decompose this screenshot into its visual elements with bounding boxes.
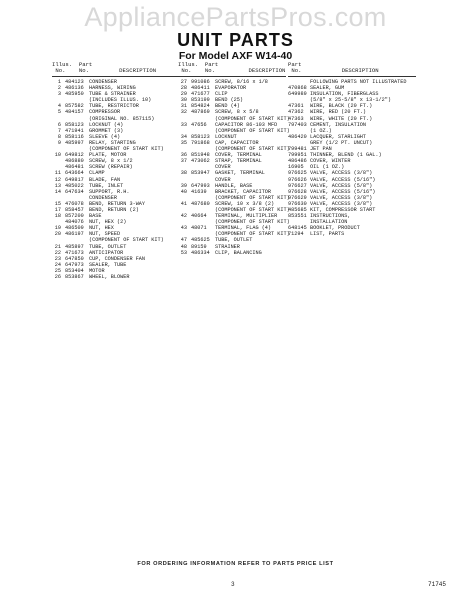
illus-number: 30	[180, 97, 187, 104]
parts-row	[288, 231, 416, 237]
part-description: MOTOR	[89, 267, 105, 274]
parts-row	[52, 274, 180, 280]
part-description: BEND (4)	[215, 103, 240, 110]
part-description: CEMENT, INSULATION	[310, 121, 367, 128]
parts-column-1	[52, 62, 180, 280]
part-description: TERMINAL, MULTIPLIER	[215, 213, 278, 220]
part-description: WIRE, RED (20 FT.)	[310, 109, 367, 116]
part-description: (COMPONENT OF START KIT)	[215, 231, 290, 238]
illus-number: 18	[54, 213, 61, 220]
page-number: 3	[231, 581, 235, 588]
column-2-header-bottom: No. No. DESCRIPTION	[178, 67, 286, 75]
illus-number: 41	[180, 200, 187, 207]
part-description: WHEEL, BLOWER	[89, 274, 130, 280]
part-description: (COMPONENT OF START KIT)	[215, 194, 290, 201]
column-2-header	[178, 62, 286, 75]
part-number: 853947	[191, 170, 210, 177]
part-description: SCREW, 8 x 5/8	[215, 109, 259, 116]
illus-number: 6	[57, 121, 61, 128]
column-1-header	[52, 62, 180, 75]
part-description: BRACKET, CAPACITOR	[215, 188, 272, 195]
part-number: 485897	[65, 243, 84, 250]
model-subtitle: For Model AXF W14-40	[178, 50, 293, 62]
illus-number: 8	[57, 133, 61, 140]
part-number: 485625	[191, 237, 210, 244]
part-description: ANTICIPATOR	[89, 249, 124, 256]
page-title: UNIT PARTS	[177, 30, 294, 50]
part-description: WIRE, WHITE (20 FT.)	[310, 115, 373, 122]
part-description: (COMPONENT OF START KIT)	[215, 146, 290, 153]
part-description: WIRE, BLACK (20 FT.)	[310, 103, 373, 110]
part-description: (INCLUDES ILLUS. 10)	[89, 97, 152, 104]
illus-number: 36	[180, 152, 187, 159]
illus-number: 40	[180, 188, 187, 195]
part-number: 484157	[65, 109, 84, 116]
part-description: SEALER, TUBE	[89, 261, 127, 268]
part-number: 648145	[288, 225, 307, 232]
illus-number: 4	[57, 103, 61, 110]
illus-number: 21	[54, 243, 61, 250]
part-description: SLEEVE (4)	[89, 133, 121, 140]
part-number: 473062	[191, 158, 210, 165]
illus-number: 26	[54, 274, 61, 280]
part-description: CONDENSER	[89, 194, 118, 201]
part-description: (5/8" x 25-5/8" x 13-1/2")	[310, 97, 391, 104]
part-description: HARNESS, WIRING	[89, 85, 136, 92]
part-description: CLAMP	[89, 170, 105, 177]
part-description: TUBE, OUTLET	[89, 243, 127, 250]
part-description: LOCKNUT (4)	[89, 121, 124, 128]
part-description: NUT, SPEED	[89, 231, 121, 238]
part-number: 853867	[65, 274, 84, 280]
part-number: 858116	[65, 133, 84, 140]
part-number: 47363	[288, 115, 304, 122]
part-description: STRAP, TERMINAL	[215, 158, 262, 165]
part-description: SCREW (REPAIR)	[89, 164, 133, 171]
part-number: 41639	[191, 188, 207, 195]
part-number: 991086	[191, 79, 210, 85]
part-description: THINNER, BLEND (1 GAL.)	[310, 152, 382, 159]
part-number: 89159	[191, 243, 207, 250]
part-description: LACQUER, STARLIGHT	[310, 133, 367, 140]
part-number: 799951	[288, 152, 307, 159]
part-number: 976629	[288, 194, 307, 201]
part-description: VALVE, ACCESS (3/8")	[310, 170, 373, 177]
illus-number: 7	[57, 127, 61, 134]
part-number: 976627	[288, 182, 307, 189]
column-1-header-top: Illus. Part	[52, 61, 93, 68]
part-description: INSULATION, FIBERGLASS	[310, 91, 379, 98]
illus-number: 12	[54, 176, 61, 183]
part-number: 858123	[65, 121, 84, 128]
part-number: 647634	[65, 188, 84, 195]
illus-number: 1	[57, 79, 61, 85]
part-description: GASKET, TERMINAL	[215, 170, 265, 177]
part-number: 487869	[191, 109, 210, 116]
part-number: 851948	[191, 152, 210, 159]
part-number: 487680	[191, 200, 210, 207]
parts-row	[178, 250, 286, 256]
part-number: 485022	[65, 182, 84, 189]
part-description: KIT, COMPRESSOR START	[310, 206, 376, 213]
part-description: SCREW, 10 x 3/8 (2)	[215, 200, 275, 207]
illus-number: 10	[54, 152, 61, 159]
part-number: 649817	[65, 176, 84, 183]
part-number: 976628	[288, 188, 307, 195]
column-2-header-top: Illus. Part	[178, 61, 219, 68]
part-description: (ORIGINAL NO. 857115)	[89, 115, 155, 122]
illus-number: 15	[54, 200, 61, 207]
part-number: 976626	[288, 176, 307, 183]
part-description: TERMINAL, FLAG (4)	[215, 225, 272, 232]
part-number: 647973	[65, 261, 84, 268]
part-description: BLADE, FAN	[89, 176, 121, 183]
part-description: GROMMET (3)	[89, 127, 124, 134]
part-number: 486509	[65, 225, 84, 232]
part-description: JET PAN	[310, 146, 332, 153]
part-number: 857200	[65, 213, 84, 220]
part-number: 71294	[288, 231, 304, 238]
part-number: 40664	[191, 213, 207, 220]
part-number: 976625	[288, 170, 307, 177]
part-description: CLIP	[215, 91, 228, 98]
parts-column-3	[288, 62, 416, 237]
part-description: COVER, TERMINAL	[215, 152, 262, 159]
part-description: TUBE, RESTRICTOR	[89, 103, 139, 110]
part-number: 854824	[191, 103, 210, 110]
part-number: 486136	[65, 85, 84, 92]
part-description: CLIP, BALANCING	[215, 249, 262, 256]
part-number: 471673	[65, 249, 84, 256]
part-description: BOOKLET, PRODUCT	[310, 225, 360, 232]
illus-number: 14	[54, 188, 61, 195]
part-number: 853551	[288, 213, 307, 220]
column-2-rule	[178, 76, 286, 77]
part-number: 47656	[191, 121, 207, 128]
part-description: PLATE, MOTOR	[89, 152, 127, 159]
part-description: NUT, HEX	[89, 225, 114, 232]
part-number: 853404	[65, 267, 84, 274]
part-description: (COMPONENT OF START KIT)	[215, 206, 290, 213]
part-description: SCREW, 8/16 x 1/8	[215, 79, 268, 85]
part-number: 791868	[191, 139, 210, 146]
part-description: HANDLE, BASE	[215, 182, 253, 189]
illus-number: 47	[180, 237, 187, 244]
illus-number: 9	[57, 139, 61, 146]
part-description: GREY (1/2 PT. UNCUT)	[310, 139, 373, 146]
part-number: 649989	[288, 91, 307, 98]
part-number: 470868	[288, 85, 307, 92]
column-3-header-top: Part	[288, 61, 302, 68]
part-description: LIST, PARTS	[310, 231, 345, 238]
part-number: 48071	[191, 225, 207, 232]
part-description: FOLLOWING PARTS NOT ILLUSTRATED	[310, 79, 407, 85]
part-number: 484123	[65, 79, 84, 85]
part-description: (COMPONENT OF START KIT)	[215, 127, 290, 134]
part-number: 486486	[288, 158, 307, 165]
part-description: OIL (1 OZ.)	[310, 164, 345, 171]
illus-number: 42	[180, 213, 187, 220]
part-description: VALVE, ACCESS (5/16")	[310, 176, 376, 183]
part-description: RELAY, STARTING	[89, 139, 136, 146]
part-description: STRAINER	[215, 243, 240, 250]
ordering-note: FOR ORDERING INFORMATION REFER TO PARTS PRICE LIST	[137, 561, 334, 567]
part-number: 485997	[65, 139, 84, 146]
column-3-rows	[288, 79, 416, 237]
part-number: 486334	[191, 249, 210, 256]
column-1-rule	[52, 76, 180, 77]
parts-column-2	[178, 61, 290, 256]
part-description: CAPACITOR 86-103 MFD	[215, 121, 278, 128]
part-number: 976630	[288, 200, 307, 207]
part-description: CUP, CONDENSER FAN	[89, 255, 146, 262]
illus-number: 48	[180, 243, 187, 250]
part-number: 649812	[65, 152, 84, 159]
illus-number: 22	[54, 249, 61, 256]
part-description: BEND, RETURN 3-WAY	[89, 200, 146, 207]
part-description: LOCKNUT	[215, 133, 237, 140]
part-number: 797403	[288, 121, 307, 128]
part-description: (COMPONENT OF START KIT)	[89, 237, 164, 244]
part-description: (COMPONENT OF START KIT)	[215, 115, 290, 122]
part-description: CONDENSER	[89, 79, 118, 85]
illus-number: 33	[180, 121, 187, 128]
part-description: NUT, HEX (2)	[89, 219, 127, 226]
part-number: 484076	[65, 219, 84, 226]
part-description: COMPRESSOR	[89, 109, 121, 116]
watermark: AppliancePartsPros.com	[84, 2, 387, 32]
illus-number: 28	[180, 85, 187, 92]
illus-number: 43	[180, 225, 187, 232]
part-description: TUBE, INLET	[89, 182, 124, 189]
illus-number: 20	[54, 231, 61, 238]
part-description: BASE	[89, 213, 102, 220]
part-description: (COMPONENT OF START KIT)	[215, 219, 290, 226]
part-number: 858123	[191, 133, 210, 140]
part-description: COVER	[215, 164, 231, 171]
part-number: 858457	[65, 206, 84, 213]
part-description: VALVE, ACCESS (3/8")	[310, 194, 373, 201]
illus-number: 11	[54, 170, 61, 177]
illus-number: 53	[180, 249, 187, 256]
part-description: (1 OZ.)	[310, 127, 332, 134]
part-number: 47361	[288, 103, 304, 110]
illus-number: 2	[57, 85, 61, 92]
part-number: 647993	[191, 182, 210, 189]
part-number: 485950	[65, 91, 84, 98]
illus-number: 17	[54, 206, 61, 213]
illus-number: 32	[180, 109, 187, 116]
part-number: 643664	[65, 170, 84, 177]
illus-number: 29	[180, 91, 187, 98]
illus-number: 24	[54, 261, 61, 268]
part-number: 471677	[191, 91, 210, 98]
document-code: 71745	[428, 581, 447, 588]
part-description: (COMPONENT OF START KIT)	[89, 146, 164, 153]
illus-number: 39	[180, 182, 187, 189]
part-number: 486197	[65, 231, 84, 238]
part-description: TUBE, OUTLET	[215, 237, 253, 244]
part-description: EVAPORATOR	[215, 85, 247, 92]
column-2-rows	[178, 79, 290, 256]
column-3-header	[288, 62, 416, 75]
illus-number: 3	[57, 91, 61, 98]
part-description: SCREW, 8 x 1/2	[89, 158, 133, 165]
part-description: VALVE, ACCESS (5/16")	[310, 188, 376, 195]
column-3-header-bottom: No. DESCRIPTION	[288, 67, 379, 75]
column-3-rule	[288, 76, 416, 77]
part-number: 485685	[288, 206, 307, 213]
illus-number: 25	[54, 267, 61, 274]
illus-number: 38	[180, 170, 187, 177]
illus-number: 27	[180, 79, 187, 85]
part-description: BEND (25)	[215, 97, 244, 104]
illus-number: 23	[54, 255, 61, 262]
part-number: 799481	[288, 146, 307, 153]
illus-number: 13	[54, 182, 61, 189]
part-number: 853199	[191, 97, 210, 104]
part-number: 486411	[191, 85, 210, 92]
part-number: 47362	[288, 109, 304, 116]
part-number: 471941	[65, 127, 84, 134]
part-number: 476078	[65, 200, 84, 207]
part-number: 486420	[288, 133, 307, 140]
illus-number: 37	[180, 158, 187, 165]
part-description: SEALER, GUM	[310, 85, 345, 92]
illus-number: 31	[180, 103, 187, 110]
part-description: INSTRUCTIONS,	[310, 213, 351, 220]
illus-number: 19	[54, 225, 61, 232]
column-1-header-bottom: No. No. DESCRIPTION	[52, 67, 157, 75]
part-description: COVER, WINTER	[310, 158, 351, 165]
illus-number: 5	[57, 109, 61, 116]
illus-number: 34	[180, 133, 187, 140]
illus-number: 35	[180, 139, 187, 146]
part-description: SUPPORT, R.H.	[89, 188, 130, 195]
column-1-rows	[52, 79, 180, 280]
part-number: 16905	[288, 164, 304, 171]
part-number: 647850	[65, 255, 84, 262]
part-description: TUBE & STRAINER	[89, 91, 136, 98]
part-description: INSTALLATION	[310, 219, 348, 226]
part-description: CAP, CAPACITOR	[215, 139, 259, 146]
part-description: COVER	[215, 176, 231, 183]
part-number: 857582	[65, 103, 84, 110]
part-description: VALVE, ACCESS (5/8")	[310, 182, 373, 189]
part-description: VALVE, ACCESS (3/8")	[310, 200, 373, 207]
part-number: 486481	[65, 164, 84, 171]
part-number: 486880	[65, 158, 84, 165]
part-description: BEND, RETURN (2)	[89, 206, 139, 213]
